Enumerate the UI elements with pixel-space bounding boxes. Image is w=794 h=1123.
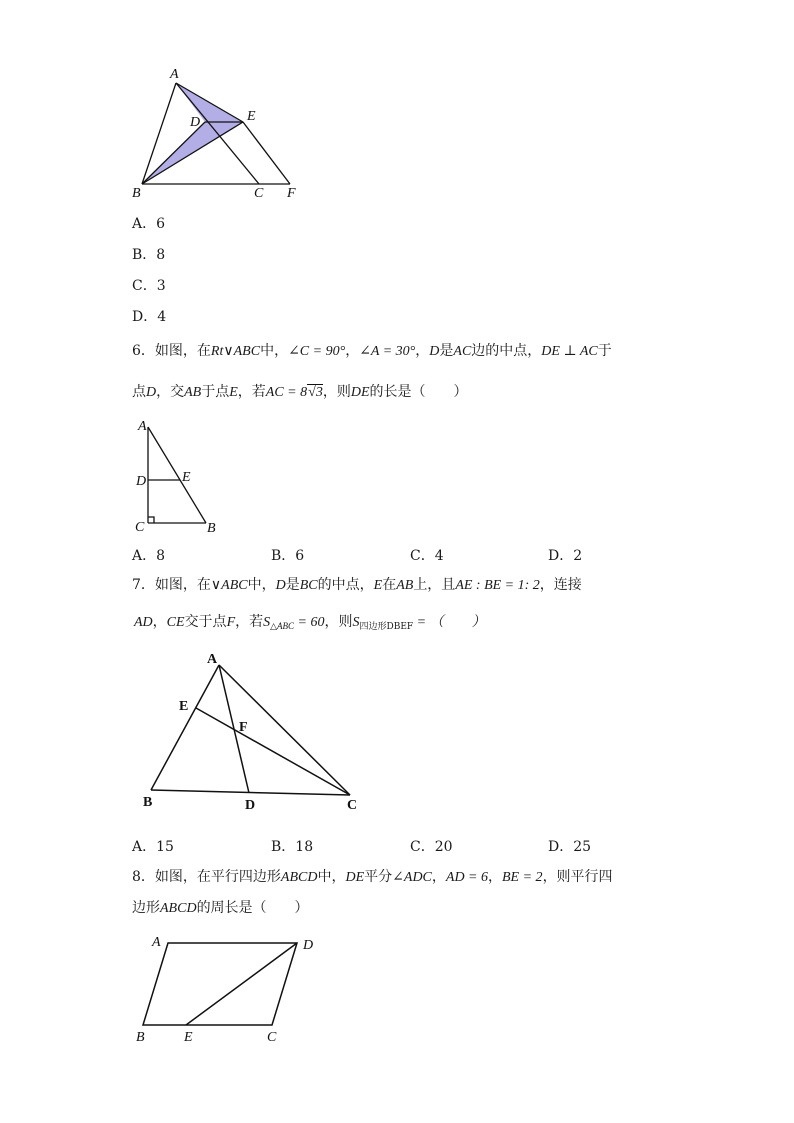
right-angle-marker — [148, 517, 154, 523]
q5-label-c: C — [254, 186, 264, 201]
q5-option-a: A．6 — [132, 216, 166, 232]
q7-label-f: F — [239, 720, 248, 735]
q7-option-d: D．25 — [548, 839, 592, 855]
q8-label-d: D — [303, 938, 314, 953]
q8-question-line-1: 8．如图，在平行四边形ABCD中，DE平分∠ADC，AD = 6，BE = 2，则平行四 — [132, 869, 613, 885]
q6-option-b: B．6 — [271, 548, 305, 564]
q7-label-a: A — [207, 652, 218, 667]
q6-label-e: E — [182, 470, 191, 485]
q6-option-c: C．4 — [410, 548, 444, 564]
q7-label-e: E — [179, 699, 189, 714]
q7-option-c: C．20 — [410, 839, 453, 855]
q6-question-line-2: 点D，交AB于点E，若AC = 8√3，则DE的长是（ ） — [132, 384, 468, 400]
q8-label-c: C — [267, 1030, 277, 1045]
q5-option-b: B．8 — [132, 247, 166, 263]
q7-label-c: C — [347, 798, 358, 813]
q7-label-d: D — [245, 798, 256, 813]
q5-label-f: F — [287, 186, 296, 201]
q6-label-a: A — [138, 419, 147, 434]
q7-figure — [135, 645, 375, 825]
q5-option-d: D．4 — [132, 309, 167, 325]
q7-label-b: B — [143, 795, 153, 810]
q7-question-line-2: AD，CE交于点F，若$S_{\triangle ABC} = 60$，则$S_{四边形DBEF}$ = （ ） — [134, 614, 486, 632]
q6-label-b: B — [207, 521, 216, 536]
sqrt-symbol: √3 — [308, 385, 323, 400]
q8-figure — [130, 928, 330, 1053]
q5-figure — [120, 60, 320, 205]
q7-option-a: A．15 — [132, 839, 174, 855]
q6-label-c: C — [135, 520, 145, 535]
q5-label-b: B — [132, 186, 141, 201]
q6-option-a: A．8 — [132, 548, 166, 564]
q6-label-d: D — [136, 474, 147, 489]
q7-question-line-1: 7．如图，在∨ABC中，D是BC的中点，E在AB上，且AE : BE = 1: 2，连接 — [132, 577, 582, 593]
q8-question-line-2: 边形ABCD的周长是（ ） — [132, 900, 309, 916]
q5-label-d: D — [190, 115, 201, 130]
q8-label-a: A — [152, 935, 161, 950]
q8-label-e: E — [184, 1030, 193, 1045]
q7-option-b: B．18 — [271, 839, 314, 855]
q6-option-d: D．2 — [548, 548, 583, 564]
q5-label-e: E — [247, 109, 256, 124]
q5-label-a: A — [170, 67, 179, 82]
q6-figure — [130, 415, 230, 540]
q6-question-line-1: 6．如图，在Rt∨ABC中，∠C = 90°，∠A = 30°，D是AC边的中点，DE ⊥ AC于 — [132, 343, 612, 359]
q8-label-b: B — [136, 1030, 145, 1045]
q5-option-c: C．3 — [132, 278, 166, 294]
